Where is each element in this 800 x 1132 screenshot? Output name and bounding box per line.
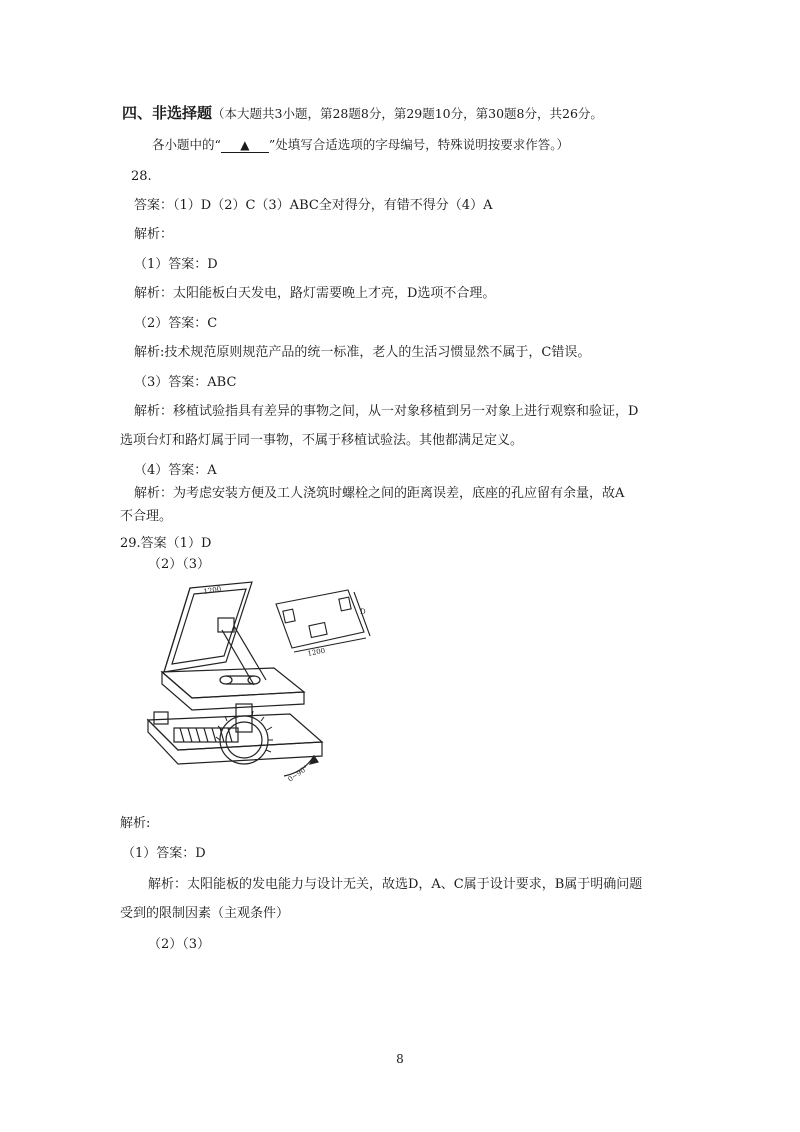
q28-part1-analysis: 解析：太阳能板白天发电，路灯需要晚上才亮，D选项不合理。 [134,286,496,301]
q28-part3-answer: （3）答案：ABC [134,375,237,390]
q28-part4-analysis-1: 解析：为考虑安装方便及工人浇筑时螺栓之间的距离误差，底座的孔应留有余量，故A [134,486,625,501]
q28-analysis-label: 解析： [134,227,174,242]
q28-part1-answer: （1）答案：D [134,257,218,272]
q28-part3-analysis-1: 解析：移植试验指具有差异的事物之间，从一对象移植到另一对象上进行观察和验证，D [134,404,639,419]
section-title: 四、非选择题 [122,104,213,122]
figure-angle-label: 0~90° [286,764,310,784]
q28-part4-analysis-2: 不合理。 [120,509,173,524]
panel-detail-figure [270,584,380,666]
q28-answer: 答案：（1）D（2）C（3）ABC全对得分，有错不得分（4）A [134,198,493,213]
q29-part1-answer: （1）答案：D [122,846,206,861]
q29-subline: （2）（3） [148,557,211,572]
section-note: （本大题共3小题，第28题8分，第29题10分，第30题8分，共26分。 [212,106,603,121]
q28-part2-answer: （2）答案：C [134,316,218,331]
q29-part1-analysis-2: 受到的限制因素（主观条件） [120,906,290,921]
figure-dim-side: D [360,608,366,616]
section-instruction: 各小题中的“ ▲ ”处填写合适选项的字母编号，特殊说明按要求作答。） [152,137,570,152]
q29-part1-analysis-1: 解析：太阳能板的发电能力与设计无关，故选D，A、C属于设计要求，B属于明确问题 [148,877,643,892]
page-number: 8 [396,1052,404,1066]
q28-part4-answer: （4）答案：A [134,463,217,478]
figure-dim-top: 1200 [202,584,222,596]
answer-blank: ▲ [221,138,269,153]
q29-answer: 29.答案（1）D [120,536,212,551]
figure-dim-bottom: 1200 [306,646,326,658]
section-header [122,104,603,124]
q28-part3-analysis-2: 选项台灯和路灯属于同一事物，不属于移植试验法。其他都满足定义。 [120,433,524,448]
q29-part23: （2）（3） [148,937,211,952]
q28-number: 28. [131,169,152,184]
q28-part2-analysis: 解析:技术规范原则规范产品的统一标准，老人的生活习惯显然不属于，C错误。 [134,345,591,360]
q29-analysis-label: 解析: [120,816,151,831]
